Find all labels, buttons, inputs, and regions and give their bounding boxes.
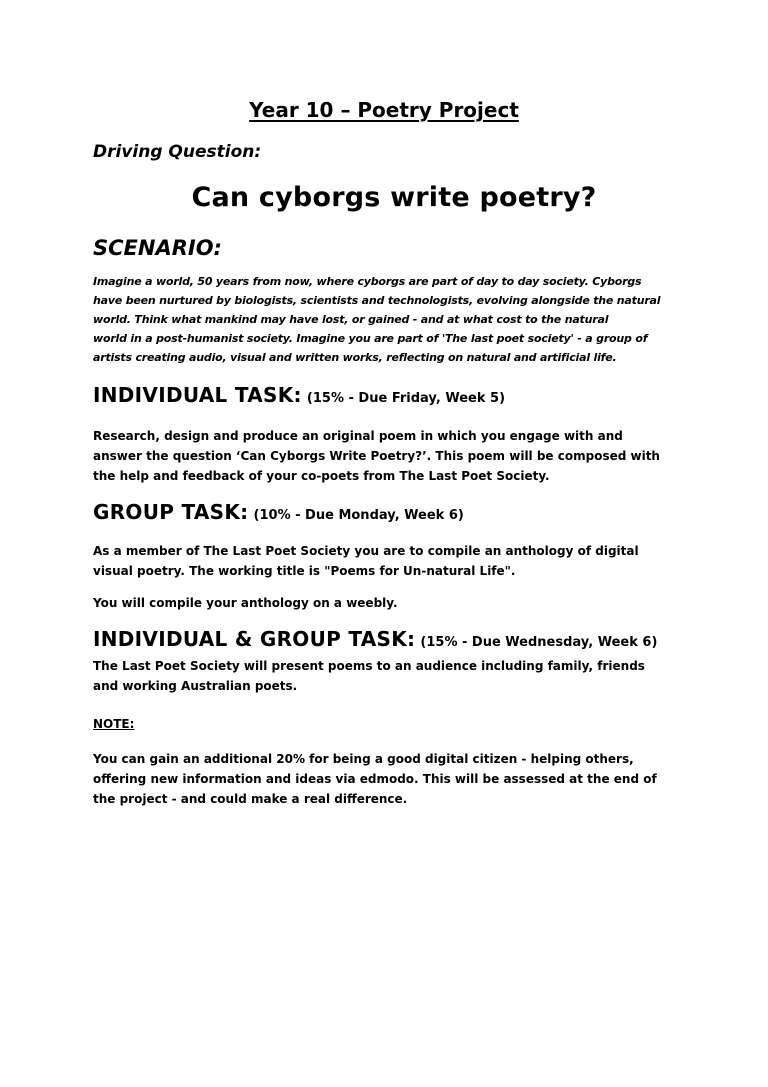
driving-question-label: Driving Question: bbox=[93, 142, 262, 162]
driving-question: Can cyborgs write poetry? bbox=[191, 182, 597, 213]
note-line: the project - and could make a real difference. bbox=[93, 792, 408, 806]
combined-task-line: and working Australian poets. bbox=[93, 679, 298, 693]
combined-task-heading bbox=[93, 627, 657, 651]
scenario-line: world. Think what mankind may have lost, or gained - and at what cost to the natural bbox=[93, 313, 609, 326]
group-task-extra-line: You will compile your anthology on a weebly. bbox=[93, 596, 398, 610]
scenario-heading: SCENARIO: bbox=[93, 236, 222, 260]
note-paragraph bbox=[93, 749, 683, 809]
individual-task-line: the help and feedback of your co-poets from The Last Poet Society. bbox=[93, 469, 550, 483]
individual-task-line: Research, design and produce an original poem in which you engage with and bbox=[93, 429, 623, 443]
scenario-paragraph bbox=[93, 272, 693, 367]
combined-task-detail: (15% - Due Wednesday, Week 6) bbox=[420, 635, 658, 650]
combined-task-line: The Last Poet Society will present poems to an audience including family, friends bbox=[93, 659, 645, 673]
note-line: offering new information and ideas via edmodo. This will be assessed at the end of bbox=[93, 772, 657, 786]
individual-task-paragraph bbox=[93, 426, 683, 486]
group-task-line: visual poetry. The working title is "Poems for Un-natural Life". bbox=[93, 564, 516, 578]
page-title: Year 10 – Poetry Project bbox=[249, 98, 519, 122]
group-task-detail: (10% - Due Monday, Week 6) bbox=[253, 508, 464, 523]
scenario-line: world in a post-humanist society. Imagine you are part of 'The last poet society' - a group of bbox=[93, 332, 648, 345]
group-task-title: GROUP TASK: bbox=[93, 500, 249, 524]
combined-task-title: INDIVIDUAL & GROUP TASK: bbox=[93, 627, 416, 651]
scenario-line: artists creating audio, visual and written works, reflecting on natural and artificial life. bbox=[93, 351, 617, 364]
group-task-line: As a member of The Last Poet Society you are to compile an anthology of digital bbox=[93, 544, 639, 558]
individual-task-heading bbox=[93, 383, 505, 407]
group-task-paragraph bbox=[93, 541, 683, 581]
group-task-heading bbox=[93, 500, 464, 524]
scenario-line: Imagine a world, 50 years from now, where cyborgs are part of day to day society. Cyborgs bbox=[93, 275, 642, 288]
note-label: NOTE: bbox=[93, 717, 135, 731]
scenario-line: have been nurtured by biologists, scientists and technologists, evolving alongside the natural bbox=[93, 294, 661, 307]
individual-task-title: INDIVIDUAL TASK: bbox=[93, 383, 302, 407]
combined-task-paragraph bbox=[93, 656, 683, 696]
individual-task-line: answer the question ‘Can Cyborgs Write Poetry?’. This poem will be composed with bbox=[93, 449, 660, 463]
note-line: You can gain an additional 20% for being a good digital citizen - helping others, bbox=[93, 752, 634, 766]
individual-task-detail: (15% - Due Friday, Week 5) bbox=[306, 391, 506, 406]
